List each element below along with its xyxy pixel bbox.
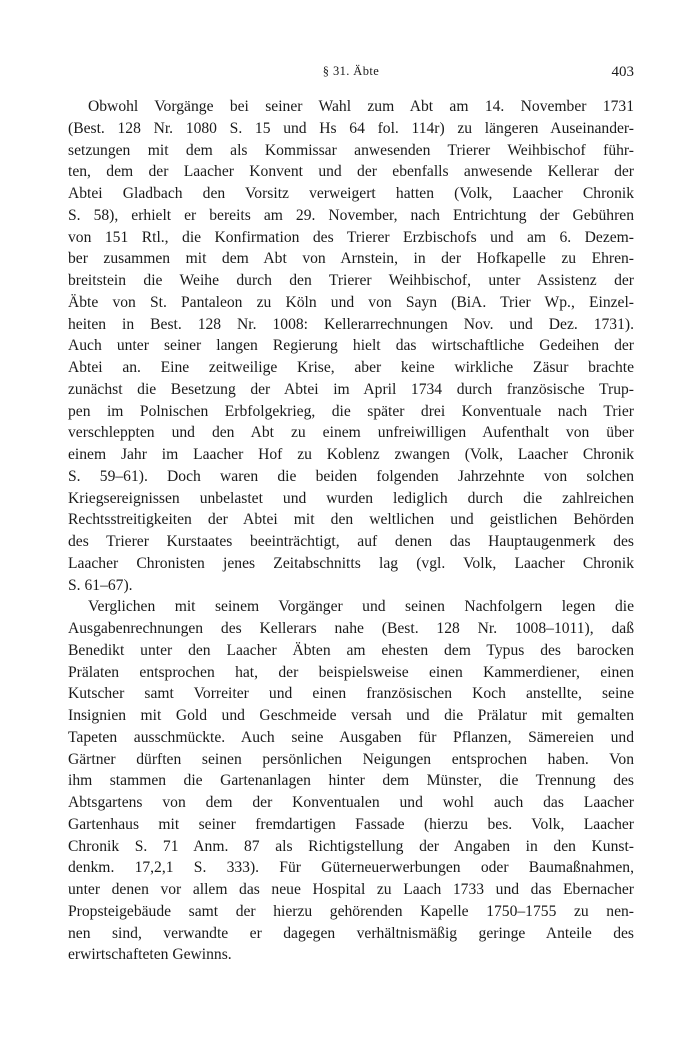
paragraph [68, 96, 634, 596]
text-line: ten, dem der Laacher Konvent und der ebenfalls anwesende Kellerar der [68, 163, 634, 181]
text-line: Prälaten entsprochen hat, der beispielsweise einen Kammerdiener, einen [68, 663, 634, 681]
running-head [68, 64, 634, 84]
text-line: Tapeten ausschmückte. Auch seine Ausgaben für Pflanzen, Sämereien und [68, 728, 634, 746]
text-line: einem Jahr im Laacher Hof zu Koblenz zwangen (Volk, Laacher Chronik [68, 446, 634, 463]
text-line: Äbte von St. Pantaleon zu Köln und von Sayn (BiA. Trier Wp., Einzel- [68, 293, 634, 311]
text-line: Benedikt unter den Laacher Äbten am ehesten dem Typus des barocken [68, 641, 634, 659]
text-line: setzungen mit dem als Kommissar anwesenden Trierer Weihbischof führ- [68, 141, 634, 159]
text-line: zunächst die Besetzung der Abtei im April 1734 durch französische Trup- [68, 380, 634, 398]
text-line: Kutscher samt Vorreiter und einen französischen Koch anstellte, seine [68, 685, 634, 703]
text-line: ihm stammen die Gartenanlagen hinter dem Münster, die Trennung des [68, 772, 634, 790]
text-line: S. 58), erhielt er bereits am 29. November, nach Entrichtung der Gebühren [68, 206, 634, 224]
text-line: Ausgabenrechnungen des Kellerars nahe (Best. 128 Nr. 1008–1011), daß [68, 620, 634, 637]
body-text [68, 96, 634, 966]
text-line: Gartenhaus mit seiner fremdartigen Fassade (hierzu bes. Volk, Laacher [68, 815, 634, 833]
section-title: § 31. Äbte [322, 64, 380, 78]
text-line: heiten in Best. 128 Nr. 1008: Kellerarrechnungen Nov. und Dez. 1731). [68, 315, 634, 333]
text-line: von 151 Rtl., die Konfirmation des Trierer Erzbischofs und am 6. Dezem- [68, 228, 634, 246]
text-line: Abtei Gladbach den Vorsitz verweigert hatten (Volk, Laacher Chronik [68, 185, 634, 202]
text-line: Chronik S. 71 Anm. 87 als Richtigstellung der Angaben in den Kunst- [68, 837, 634, 855]
text-line: Kriegsereignissen unbelastet und wurden lediglich durch die zahlreichen [68, 489, 634, 507]
text-line: (Best. 128 Nr. 1080 S. 15 und Hs 64 fol. 114r) zu längeren Auseinander- [68, 119, 634, 137]
text-line: Propsteigebäude samt der hierzu gehörenden Kapelle 1750–1755 zu nen- [68, 902, 634, 920]
text-line: ber zusammen mit dem Abt von Arnstein, in der Hofkapelle zu Ehren- [68, 250, 634, 268]
text-line: S. 61–67). [68, 576, 133, 594]
text-line: Insignien mit Gold und Geschmeide versah und die Prälatur mit gemalten [68, 707, 634, 724]
text-line: des Trierer Kurstaates beeinträchtigt, auf denen das Hauptaugenmerk des [68, 533, 634, 550]
text-line: S. 59–61). Doch waren die beiden folgenden Jahrzehnte von solchen [68, 467, 634, 485]
text-line: breitstein die Weihe durch den Trierer Weihbischof, unter Assistenz der [68, 272, 634, 289]
text-line: Auch unter seiner langen Regierung hielt das wirtschaftliche Gedeihen der [68, 337, 634, 355]
text-line: Abtsgartens von dem der Konventualen und wohl auch das Laacher [68, 794, 634, 811]
text-line: Obwohl Vorgänge bei seiner Wahl zum Abt am 14. November 1731 [88, 98, 634, 115]
text-line: erwirtschafteten Gewinns. [68, 946, 232, 964]
page-number: 403 [611, 64, 634, 80]
text-line: verschleppten und den Abt zu einem unfreiwilligen Aufenthalt von über [68, 424, 634, 442]
text-line: denkm. 17,2,1 S. 333). Für Güterneuerwerbungen oder Baumaßnahmen, [68, 859, 634, 877]
text-line: nen sind, verwandte er dagegen verhältnismäßig geringe Anteile des [68, 924, 634, 942]
text-line: pen im Polnischen Erbfolgekrieg, die später drei Konventuale nach Trier [68, 402, 634, 420]
text-line: Laacher Chronisten jenes Zeitabschnitts lag (vgl. Volk, Laacher Chronik [68, 554, 634, 572]
text-line: unter denen vor allem das neue Hospital zu Laach 1733 und das Ebernacher [68, 881, 634, 898]
paragraph [68, 596, 634, 966]
text-line: Verglichen mit seinem Vorgänger und seinen Nachfolgern legen die [88, 598, 634, 616]
text-line: Abtei an. Eine zeitweilige Krise, aber keine wirkliche Zäsur brachte [68, 359, 634, 376]
text-line: Rechtsstreitigkeiten der Abtei mit den weltlichen und geistlichen Behörden [68, 511, 634, 529]
text-line: Gärtner dürften seinen persönlichen Neigungen entsprochen haben. Von [68, 750, 634, 768]
